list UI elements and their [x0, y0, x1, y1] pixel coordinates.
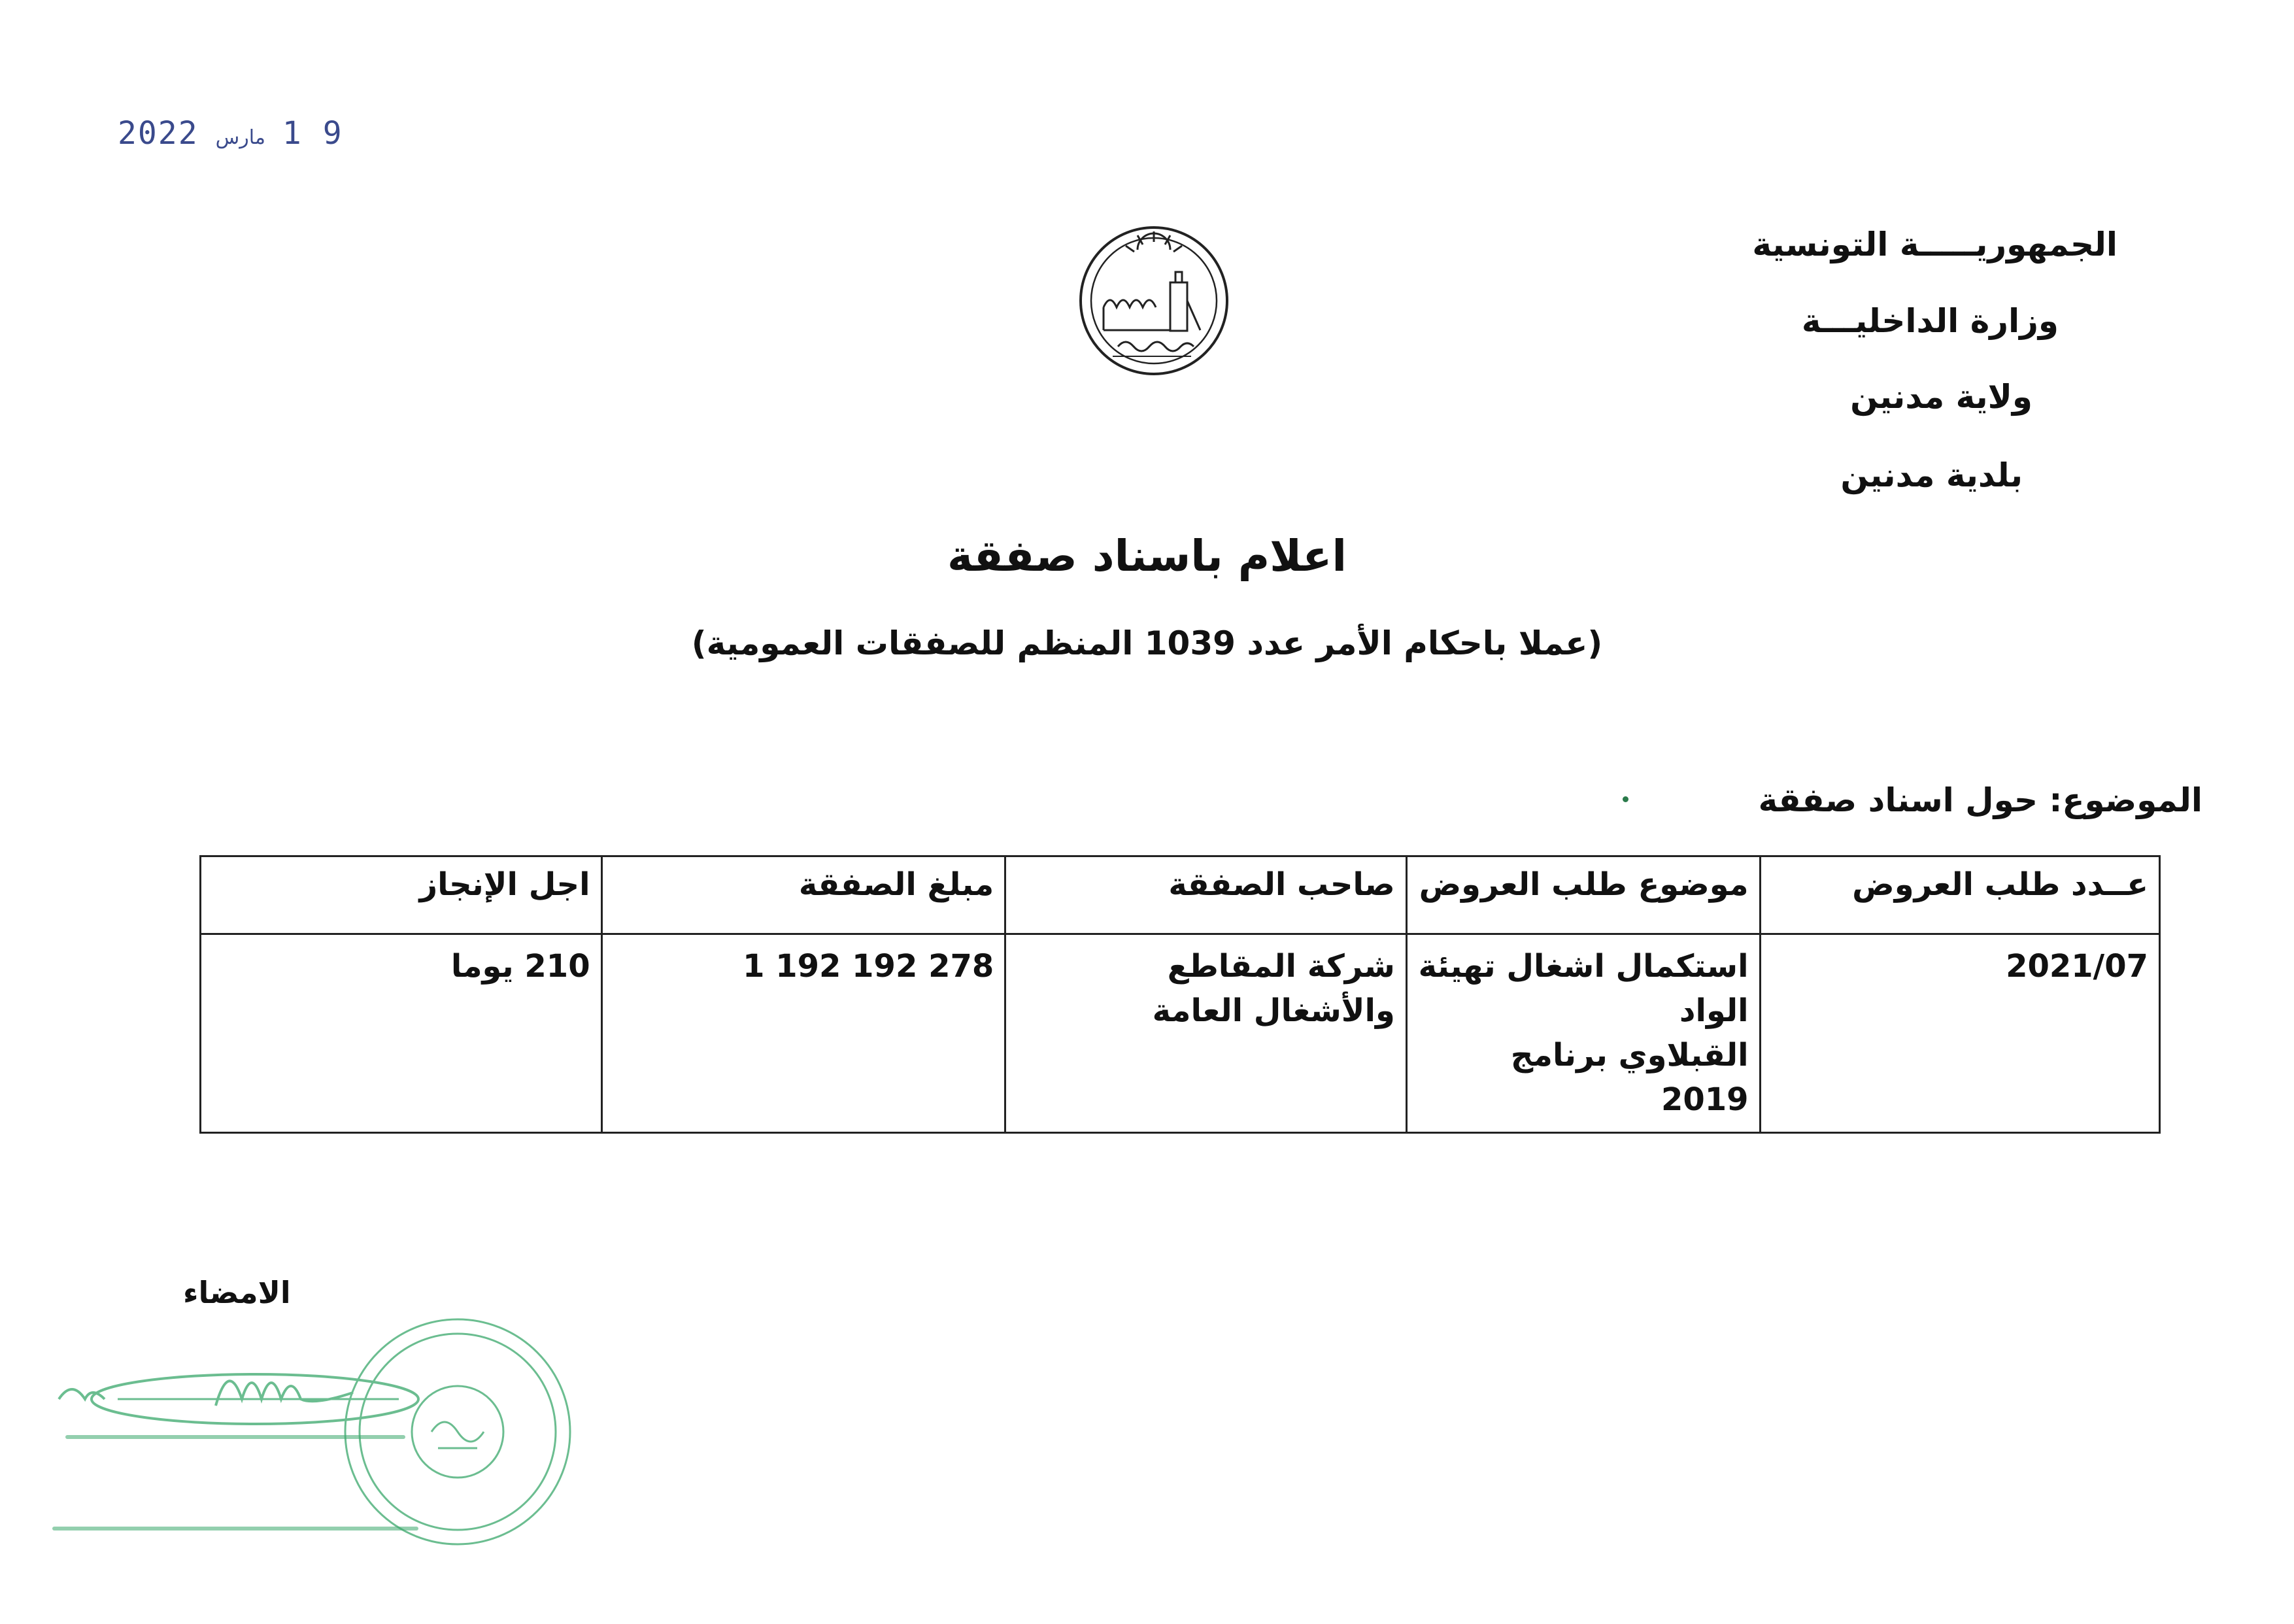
- header-duration: اجل الإنجاز: [201, 856, 602, 934]
- subject-line: الموضوع: حول اسناد صفقة: [1758, 781, 2202, 819]
- page-title: اعلام باسناد صفقة: [947, 531, 1347, 581]
- municipality-seal-icon: [1072, 222, 1236, 382]
- header-municipality: بلدية مدنين: [1840, 456, 2023, 494]
- table-header-row: [201, 856, 2160, 934]
- cell-awardee-line2: والأشغال العامة: [1152, 992, 1395, 1030]
- header-amount: مبلغ الصفقة: [601, 856, 1005, 934]
- header-republic: الجمهوريـــــة التونسية: [1752, 226, 2117, 263]
- award-table: [199, 855, 2161, 1134]
- cell-tender-number: 2021/07: [1760, 934, 2159, 1133]
- cell-tender-subject-line1: استكمال اشغال تهيئة الواد: [1418, 948, 1749, 1030]
- cell-amount: 278 192 192 1: [601, 934, 1005, 1133]
- date-stamp: [118, 115, 360, 152]
- date-stamp-day: 1 9: [282, 115, 343, 152]
- cell-tender-subject-line2: القبلاوي برنامج 2019: [1510, 1037, 1749, 1119]
- bullet-dot: [1623, 796, 1628, 802]
- signature-label: الامضاء: [183, 1275, 291, 1310]
- header-governorate: ولاية مدنين: [1850, 378, 2033, 416]
- header-tender-number: عــدد طلب العروض: [1760, 856, 2159, 934]
- table-row: [201, 934, 2160, 1133]
- date-stamp-year: 2022: [118, 115, 199, 152]
- cell-awardee: [1005, 934, 1407, 1133]
- page-subtitle: (عملا باحكام الأمر عدد 1039 المنظم للصفقات العمومية): [691, 624, 1603, 662]
- cell-tender-subject: [1406, 934, 1760, 1133]
- signature-stamp: [39, 1301, 628, 1591]
- date-stamp-month: مارس: [215, 126, 265, 149]
- cell-awardee-line1: شركة المقاطع: [1167, 948, 1395, 985]
- header-tender-subject: موضوع طلب العروض: [1406, 856, 1760, 934]
- cell-duration: 210 يوما: [201, 934, 602, 1133]
- header-awardee: صاحب الصفقة: [1005, 856, 1407, 934]
- header-ministry: وزارة الداخليـــة: [1801, 302, 2059, 340]
